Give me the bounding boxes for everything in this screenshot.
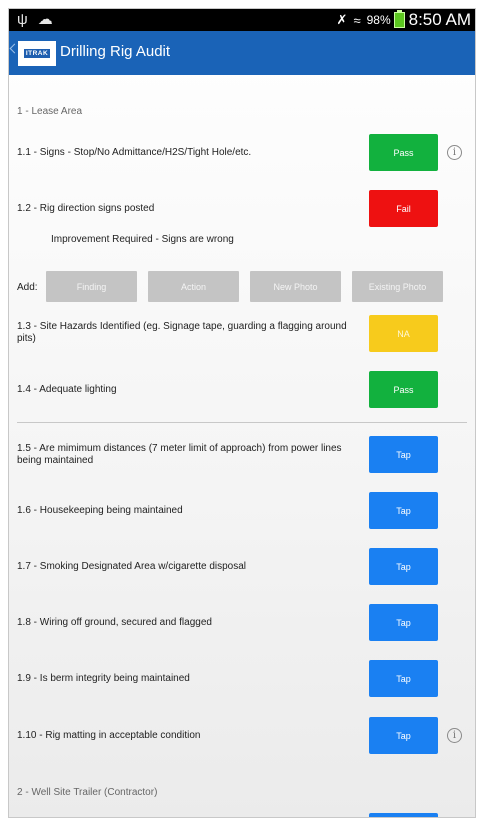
device-screen (8, 8, 476, 818)
logo-text: ITRAK (25, 50, 49, 57)
status-button-tap-partial[interactable] (369, 813, 438, 818)
usb-icon: ψ (17, 11, 28, 28)
app-title: Drilling Rig Audit (60, 43, 171, 60)
clock: 8:50 AM (408, 10, 471, 29)
item-label: 1.10 - Rig matting in acceptable condition (17, 730, 201, 741)
status-button-pass[interactable]: Pass (369, 371, 438, 408)
item-label: 1.6 - Housekeeping being maintained (17, 505, 183, 516)
status-button-tap[interactable]: Tap (369, 717, 438, 754)
finding-note: Improvement Required - Signs are wrong (51, 234, 234, 245)
cloud-icon: ☁ (37, 11, 53, 28)
item-label: 1.8 - Wiring off ground, secured and flagged (17, 617, 212, 628)
existing-photo-button[interactable]: Existing Photo (352, 271, 443, 302)
status-button-na[interactable]: NA (369, 315, 438, 352)
add-label: Add: (17, 282, 38, 293)
section-header: 2 - Well Site Trailer (Contractor) (17, 787, 158, 798)
action-bar (9, 31, 475, 75)
status-button-tap[interactable]: Tap (369, 436, 438, 473)
battery-icon (394, 12, 405, 28)
status-button-tap[interactable]: Tap (369, 492, 438, 529)
status-left-icons (17, 10, 63, 28)
battery-percent: 98% (366, 13, 391, 27)
new-photo-button[interactable]: New Photo (250, 271, 341, 302)
info-icon[interactable]: i (447, 728, 462, 743)
item-label: 1.3 - Site Hazards Identified (eg. Signage tape, guarding a flagging around pits) (17, 321, 347, 344)
add-finding-button[interactable]: Finding (46, 271, 137, 302)
item-label: 1.1 - Signs - Stop/No Admittance/H2S/Tight Hole/etc. (17, 147, 252, 158)
item-label: 1.2 - Rig direction signs posted (17, 203, 155, 214)
app-logo[interactable] (18, 41, 56, 66)
item-label: 1.4 - Adequate lighting (17, 384, 117, 395)
divider (17, 422, 467, 423)
item-label: 1.7 - Smoking Designated Area w/cigarette disposal (17, 561, 247, 572)
status-bar (9, 9, 475, 31)
status-button-tap[interactable]: Tap (369, 548, 438, 585)
wifi-icon: ≈ (353, 12, 361, 28)
status-button-tap[interactable]: Tap (369, 604, 438, 641)
item-label: 1.5 - Are mimimum distances (7 meter limit of approach) from power lines being maintained (17, 443, 342, 466)
mute-icon: ✗ (336, 12, 348, 27)
status-button-tap[interactable]: Tap (369, 660, 438, 697)
item-label: 1.9 - Is berm integrity being maintained (17, 673, 190, 684)
status-button-pass[interactable]: Pass (369, 134, 438, 171)
status-button-fail[interactable]: Fail (369, 190, 438, 227)
add-action-button[interactable]: Action (148, 271, 239, 302)
section-header: 1 - Lease Area (17, 106, 83, 117)
status-right (337, 9, 471, 31)
info-icon[interactable]: i (447, 145, 462, 160)
